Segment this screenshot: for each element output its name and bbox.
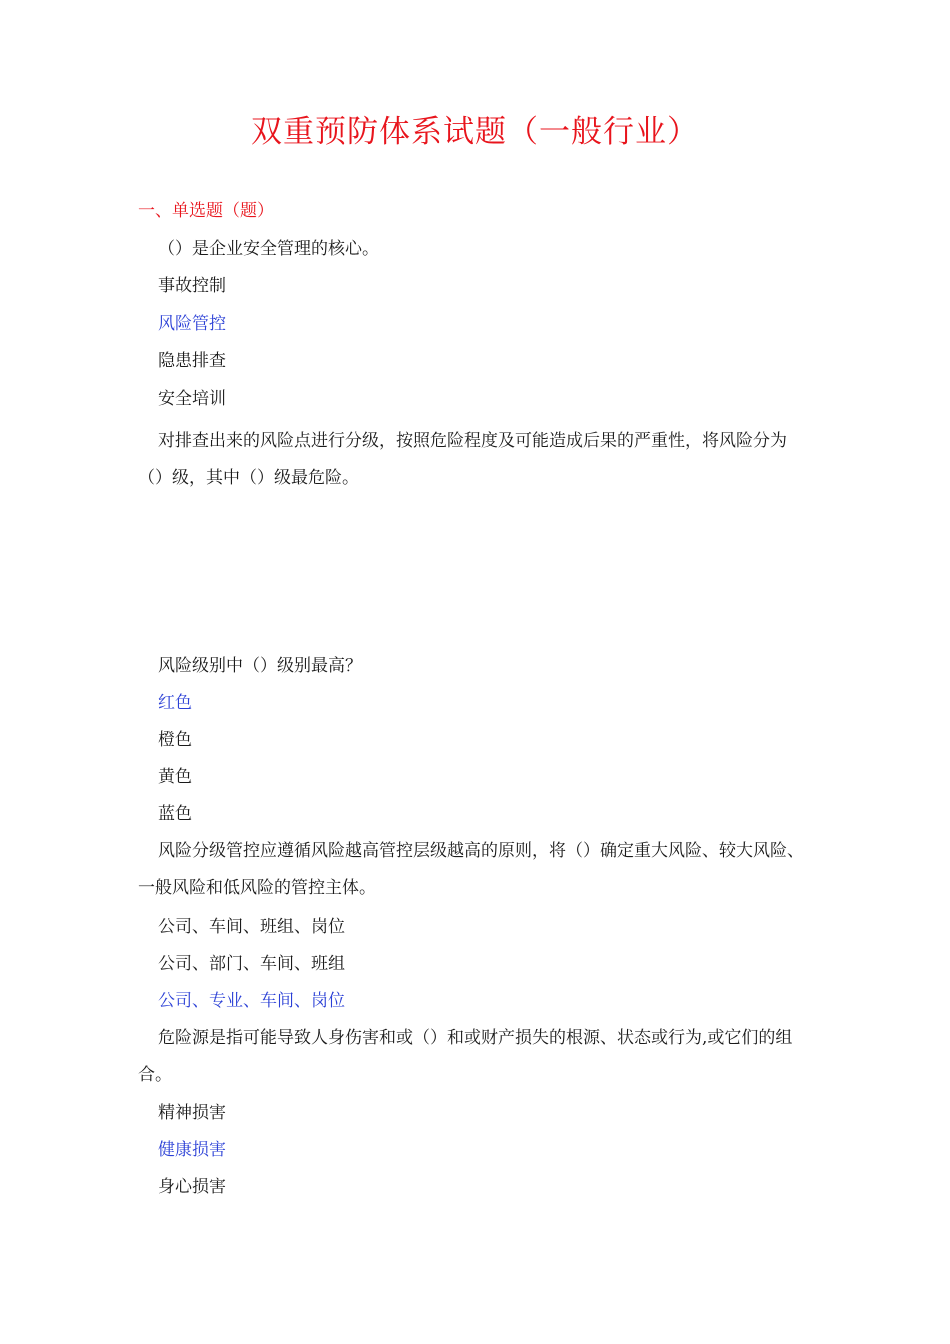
question-3-option-1-correct: 红色 bbox=[158, 693, 192, 713]
question-1-option-3: 隐患排查 bbox=[158, 351, 226, 371]
question-1-option-1: 事故控制 bbox=[158, 276, 226, 296]
question-3-option-3: 黄色 bbox=[158, 767, 192, 787]
question-stem-1: （）是企业安全管理的核心。 bbox=[158, 239, 379, 259]
question-3-option-2: 橙色 bbox=[158, 730, 192, 750]
question-4-option-1: 公司、车间、班组、岗位 bbox=[158, 917, 345, 937]
question-5-option-1: 精神损害 bbox=[158, 1103, 226, 1123]
question-4-option-3-correct: 公司、专业、车间、岗位 bbox=[158, 991, 345, 1011]
question-stem-5: 危险源是指可能导致人身伤害和或（）和或财产损失的根源、状态或行为,或它们的组合。 bbox=[138, 1028, 793, 1085]
question-4-option-2: 公司、部门、车间、班组 bbox=[158, 954, 345, 974]
question-1-option-2-correct: 风险管控 bbox=[158, 314, 226, 334]
question-stem-2: 对排查出来的风险点进行分级，按照危险程度及可能造成后果的严重性，将风险分为（）级，其中（）级最危险。 bbox=[138, 431, 787, 488]
question-stem-3: 风险级别中（）级别最高？ bbox=[158, 656, 362, 676]
question-5-option-2-correct: 健康损害 bbox=[158, 1140, 226, 1160]
question-1-option-4: 安全培训 bbox=[158, 389, 226, 409]
question-3-option-4: 蓝色 bbox=[158, 804, 192, 824]
question-5-option-3: 身心损害 bbox=[158, 1177, 226, 1197]
question-stem-4: 风险分级管控应遵循风险越高管控层级越高的原则，将（）确定重大风险、较大风险、一般风险和低风险的管控主体。 bbox=[138, 841, 804, 898]
document-title: 双重预防体系试题（一般行业） bbox=[251, 114, 699, 150]
section-heading: 一、单选题（题） bbox=[138, 201, 274, 221]
